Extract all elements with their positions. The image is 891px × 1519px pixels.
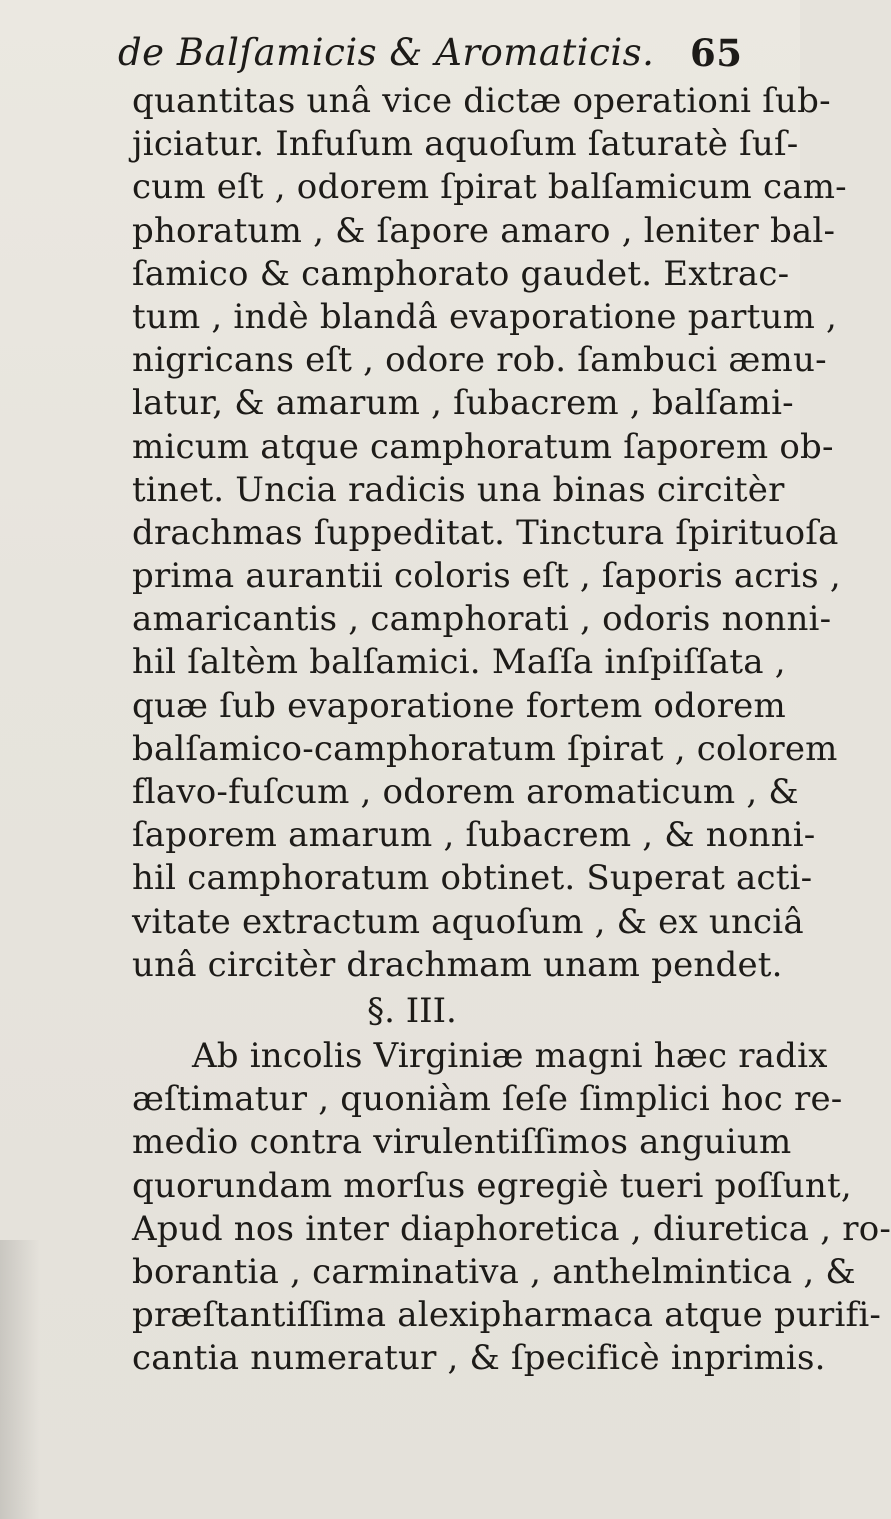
text-line: amaricantis , camphorati , odoris nonni- [132,599,832,640]
text-line: ſaporem amarum , ſubacrem , & nonni- [132,815,816,856]
text-line: latur, & amarum , ſubacrem , balſami- [132,383,794,424]
text-line: quantitas unâ vice dictæ operationi ſub- [132,81,831,121]
text-line: hil camphoratum obtinet. Superat acti- [132,858,813,899]
text-line: medio contra virulentiſſimos anguium [132,1122,792,1163]
text-line: tum , indè blandâ evaporatione partum , [132,296,838,337]
page-number: 65 [690,31,743,75]
text-line: drachmas ſuppeditat. Tinctura ſpirituoſa [132,512,839,553]
text-line: ſamico & camphorato gaudet. Extrac- [132,253,790,294]
text-line: nigricans eſt , odore rob. ſambuci æmu- [132,340,827,381]
text-line: jiciatur. Infuſum aquoſum ſaturatè ſuſ- [132,124,799,165]
text-line: vitate extractum aquoſum , & ex unciâ [132,901,804,942]
text-line: hil ſaltèm balſamici. Maſſa inſpiſſata , [132,642,786,683]
text-line: quæ ſub evaporatione fortem odorem [132,685,786,726]
text-line: balſamico-camphoratum ſpirat , colorem [132,728,838,769]
text-block [132,80,891,1380]
text-line: unâ circitèr drachmam unam pendet. [132,944,783,985]
text-line: flavo-fuſcum , odorem aromaticum , & [132,772,799,812]
running-head [118,28,743,78]
text-line: quorundam morſus egregiè tueri poſſunt, [132,1165,852,1206]
text-line: cantia numeratur , & ſpecificè inprimis. [132,1338,826,1379]
text-line: Apud nos inter diaphoretica , diuretica , ro- [132,1208,891,1249]
text-line: micum atque camphoratum ſaporem ob- [132,426,834,467]
text-line: æſtimatur , quoniàm ſeſe ſimplici hoc re- [132,1079,843,1120]
text-line: tinet. Uncia radicis una binas circitèr [132,469,785,510]
text-line: phoratum , & ſapore amaro , leniter bal- [132,210,836,251]
page-gutter-shadow [0,1240,40,1519]
text-line: prima aurantii coloris eſt , ſaporis acris , [132,556,841,597]
section-heading: §. III. [367,990,457,1031]
text-line: borantia , carminativa , anthelmintica , & [132,1251,856,1292]
running-head-title: de Balſamicis & Aromaticis. [118,31,655,74]
text-line: Ab incolis Virginiæ magni hæc radix [192,1035,828,1076]
text-line: præſtantiſſima alexipharmaca atque purifi- [132,1295,882,1336]
text-line: cum eſt , odorem ſpirat balſamicum cam- [132,167,847,208]
